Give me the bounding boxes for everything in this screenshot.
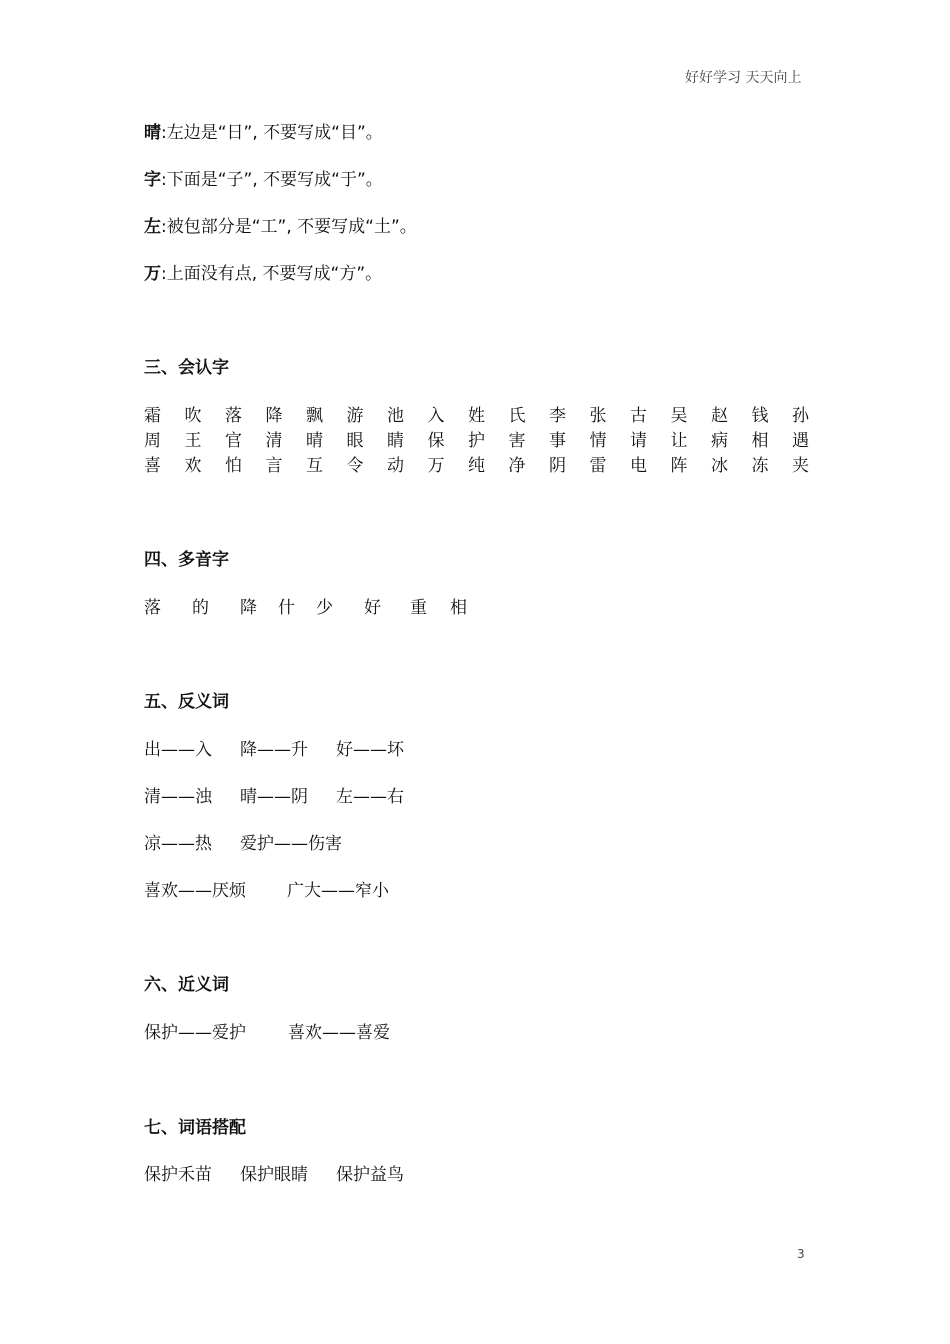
char-cell: 晴 [306,431,323,451]
char-cell: 遇 [792,431,809,451]
note-char: 字 [144,170,161,190]
char-cell: 周 [144,431,161,451]
char-cell: 阴 [549,456,566,476]
polyphonic-line [144,593,467,618]
char-cell: 降 [265,406,283,426]
section-heading-antonyms: 五、反义词 [144,692,229,712]
note-text: :左边是“日”, 不要写成“目”。 [161,123,383,143]
section-heading-recognize: 三、会认字 [144,358,229,378]
antonym-pair: 出——入 [144,740,212,760]
char-cell: 飘 [306,406,323,426]
section-heading-collocation: 七、词语搭配 [144,1118,246,1138]
antonym-pair: 晴——阴 [240,787,308,807]
polyphonic-char: 落 [144,598,161,618]
antonym-pair: 广大——窄小 [287,881,389,901]
char-cell: 怕 [225,456,242,476]
char-cell: 情 [589,431,607,451]
char-cell: 电 [630,456,647,476]
synonym-pair: 保护——爱护 [144,1023,246,1043]
synonym-pair: 喜欢——喜爱 [288,1023,390,1043]
note-text: :上面没有点, 不要写成“方”。 [161,264,383,284]
char-cell: 官 [225,431,242,451]
note-zi [144,165,383,190]
char-cell: 互 [306,456,323,476]
note-qing [144,118,383,143]
antonym-line [144,876,389,901]
note-char: 晴 [144,123,161,143]
char-cell: 张 [589,406,607,426]
char-cell: 病 [711,431,728,451]
collocation-phrase: 保护眼睛 [240,1165,308,1185]
antonym-pair: 凉——热 [144,834,212,854]
section-heading-polyphonic: 四、多音字 [144,550,229,570]
polyphonic-char: 的 [192,598,209,618]
char-cell: 睛 [387,431,404,451]
char-cell: 李 [549,406,566,426]
note-zuo [144,212,417,237]
char-cell: 氏 [508,406,526,426]
char-cell: 古 [630,406,647,426]
recognize-row-3 [144,451,809,476]
page-header: 好好学习 天天向上 [685,70,802,86]
char-cell: 落 [225,406,242,426]
polyphonic-char: 降 [240,598,257,618]
char-cell: 相 [751,431,769,451]
polyphonic-char: 少 [316,598,333,618]
note-char: 万 [144,264,161,284]
char-cell: 姓 [468,406,485,426]
char-cell: 王 [184,431,202,451]
note-text: :被包部分是“工”, 不要写成“土”。 [161,217,417,237]
char-cell: 入 [427,406,445,426]
note-char: 左 [144,217,161,237]
char-cell: 吹 [184,406,202,426]
polyphonic-char: 好 [364,598,381,618]
char-cell: 钱 [751,406,769,426]
antonym-line [144,829,342,854]
char-cell: 护 [468,431,485,451]
char-cell: 雷 [589,456,607,476]
antonym-line [144,782,404,807]
char-cell: 赵 [711,406,728,426]
polyphonic-char: 什 [278,598,295,618]
antonym-pair: 降——升 [240,740,308,760]
char-cell: 令 [346,456,364,476]
antonym-pair: 左——右 [336,787,404,807]
collocation-phrase: 保护益鸟 [336,1165,404,1185]
char-cell: 害 [508,431,526,451]
char-cell: 欢 [184,456,202,476]
char-cell: 冰 [711,456,728,476]
char-cell: 眼 [346,431,364,451]
char-cell: 事 [549,431,566,451]
char-cell: 纯 [468,456,485,476]
char-cell: 言 [265,456,283,476]
char-cell: 保 [427,431,445,451]
char-cell: 动 [387,456,404,476]
char-cell: 游 [346,406,364,426]
char-cell: 喜 [144,456,161,476]
char-cell: 夹 [792,456,809,476]
antonym-line [144,735,404,760]
char-cell: 净 [508,456,526,476]
recognize-row-2 [144,426,809,451]
char-cell: 孙 [792,406,809,426]
collocation-phrase: 保护禾苗 [144,1165,212,1185]
antonym-pair: 爱护——伤害 [240,834,342,854]
char-cell: 请 [630,431,647,451]
char-cell: 让 [670,431,688,451]
polyphonic-char: 重 [410,598,427,618]
collocation-line [144,1160,404,1185]
char-cell: 冻 [751,456,769,476]
char-cell: 万 [427,456,445,476]
recognize-row-1 [144,401,809,426]
char-cell: 霜 [144,406,161,426]
char-cell: 池 [387,406,404,426]
char-cell: 清 [265,431,283,451]
polyphonic-char: 相 [450,598,467,618]
char-cell: 吴 [670,406,688,426]
page-number: 3 [797,1247,805,1261]
note-text: :下面是“子”, 不要写成“于”。 [161,170,383,190]
antonym-pair: 清——浊 [144,787,212,807]
char-cell: 阵 [670,456,688,476]
antonym-pair: 喜欢——厌烦 [144,881,246,901]
antonym-pair: 好——坏 [336,740,404,760]
note-wan [144,259,382,284]
synonym-line [144,1018,390,1043]
section-heading-synonyms: 六、近义词 [144,975,229,995]
